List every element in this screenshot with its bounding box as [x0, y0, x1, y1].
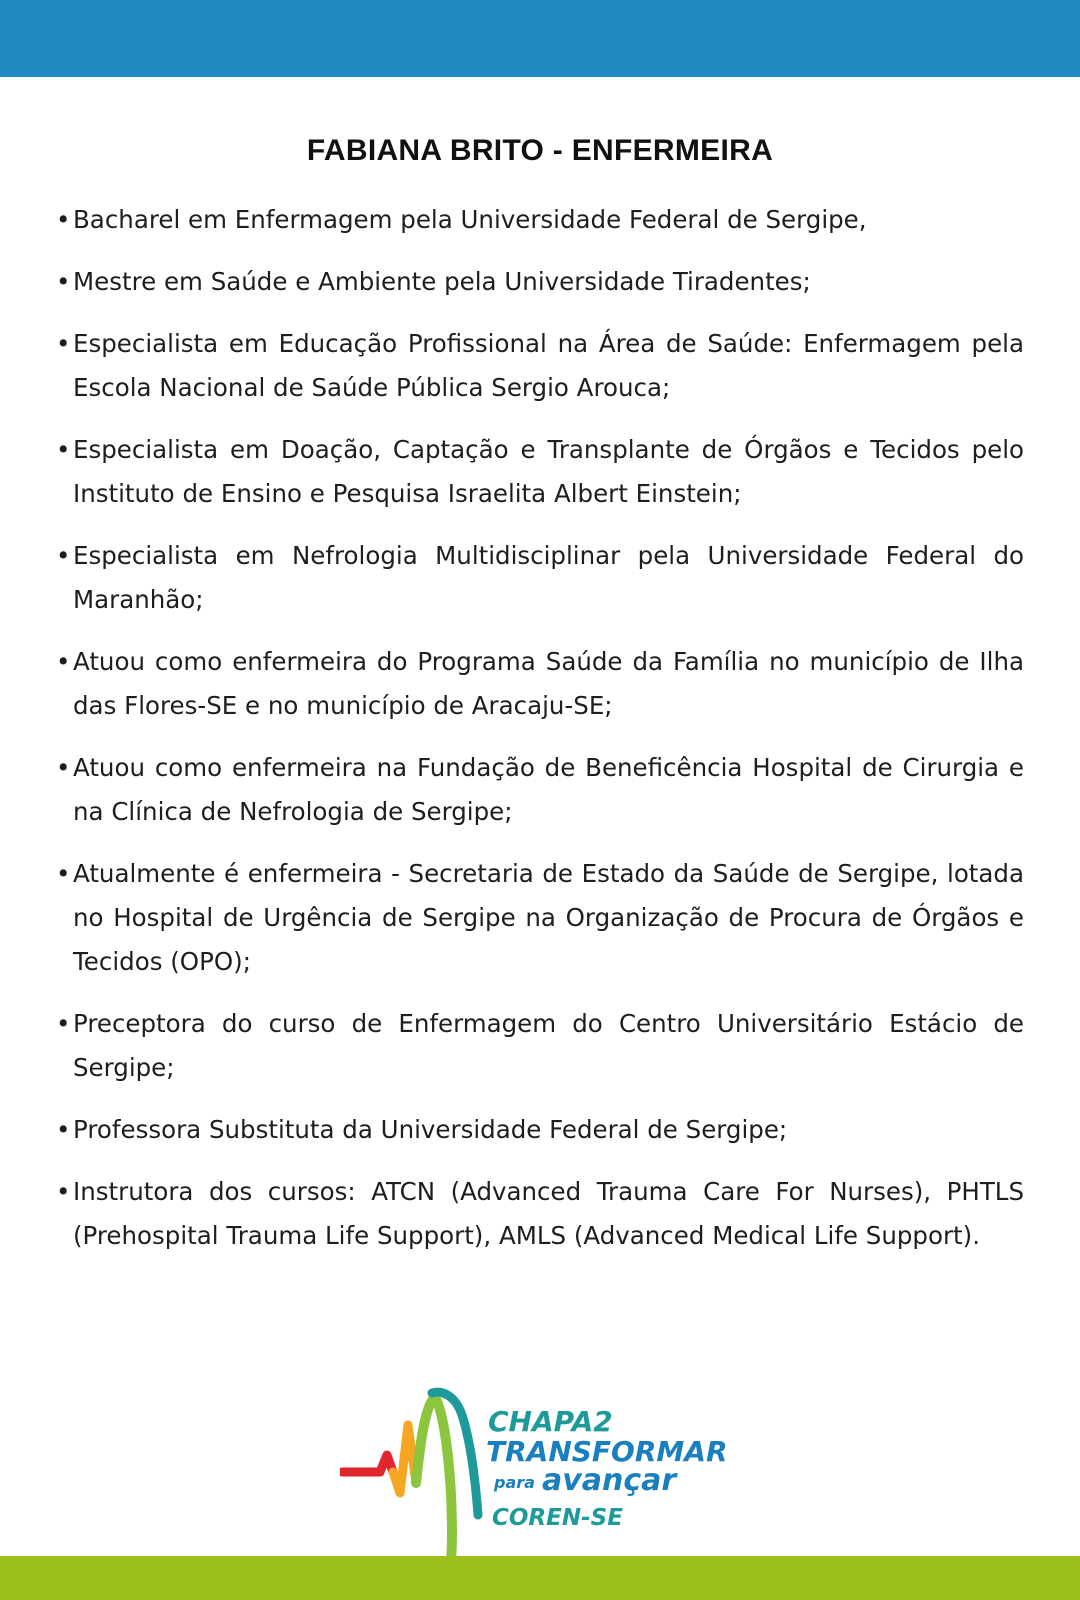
pulse-red-stroke [342, 1455, 393, 1472]
bullet: • [56, 205, 71, 234]
list-item-text: Atuou como enfermeira na Fundação de Beneficência Hospital de Cirurgia e na Clínica de Nefrologia de Sergipe; [73, 753, 1024, 826]
list-item-text: Instrutora dos cursos: ATCN (Advanced Trauma Care For Nurses), PHTLS (Prehospital Trauma Life Support), AMLS (Advanced Medical Life Support). [73, 1177, 1024, 1250]
list-item [56, 322, 1024, 410]
list-item [56, 534, 1024, 622]
bullet: • [56, 1177, 71, 1206]
bullet: • [56, 859, 71, 888]
list-item [56, 640, 1024, 728]
bullet: • [56, 1115, 71, 1144]
list-item [56, 1170, 1024, 1258]
logo-avancar-text: avançar [542, 1463, 677, 1498]
list-item-text: Bacharel em Enfermagem pela Universidade Federal de Sergipe, [73, 205, 867, 234]
list-item-text: Especialista em Doação, Captação e Transplante de Órgãos e Tecidos pelo Instituto de Ensino e Pesquisa Israelita Albert Einstein; [73, 435, 1024, 508]
list-item [56, 198, 1024, 242]
bio-list [56, 198, 1024, 1276]
list-item [56, 1108, 1024, 1152]
page-title: FABIANA BRITO - ENFERMEIRA [306, 134, 774, 167]
bullet: • [56, 329, 71, 358]
list-item-text: Professora Substituta da Universidade Federal de Sergipe; [73, 1115, 788, 1144]
bullet: • [56, 267, 71, 296]
logo-transformar-text: TRANSFORMAR [486, 1435, 728, 1468]
list-item-text: Atuou como enfermeira do Programa Saúde da Família no município de Ilha das Flores-SE e no município de Aracaju-SE; [73, 647, 1024, 720]
top-banner [0, 0, 1080, 77]
list-item [56, 428, 1024, 516]
list-item-text: Especialista em Educação Profissional na Área de Saúde: Enfermagem pela Escola Nacional de Saúde Pública Sergio Arouca; [73, 329, 1024, 402]
bullet: • [56, 1009, 71, 1038]
bullet: • [56, 753, 71, 782]
list-item [56, 746, 1024, 834]
list-item [56, 852, 1024, 984]
bullet: • [56, 541, 71, 570]
list-item-text: Especialista em Nefrologia Multidisciplinar pela Universidade Federal do Maranhão; [73, 541, 1024, 614]
bottom-banner [0, 1556, 1080, 1600]
bullet: • [56, 647, 71, 676]
bullet: • [56, 435, 71, 464]
logo-coren-text: COREN-SE [492, 1505, 623, 1531]
logo-para-text: para [494, 1473, 535, 1492]
list-item-text: Atualmente é enfermeira - Secretaria de Estado da Saúde de Sergipe, lotada no Hospital de Urgência de Sergipe na Organização de Procura de Órgãos e Tecidos (OPO); [73, 859, 1024, 976]
list-item-text: Mestre em Saúde e Ambiente pela Universidade Tiradentes; [73, 267, 811, 296]
list-item-text: Preceptora do curso de Enfermagem do Centro Universitário Estácio de Sergipe; [73, 1009, 1024, 1082]
list-item [56, 1002, 1024, 1090]
logo-chapa-text: CHAPA2 [488, 1405, 613, 1438]
list-item [56, 260, 1024, 304]
